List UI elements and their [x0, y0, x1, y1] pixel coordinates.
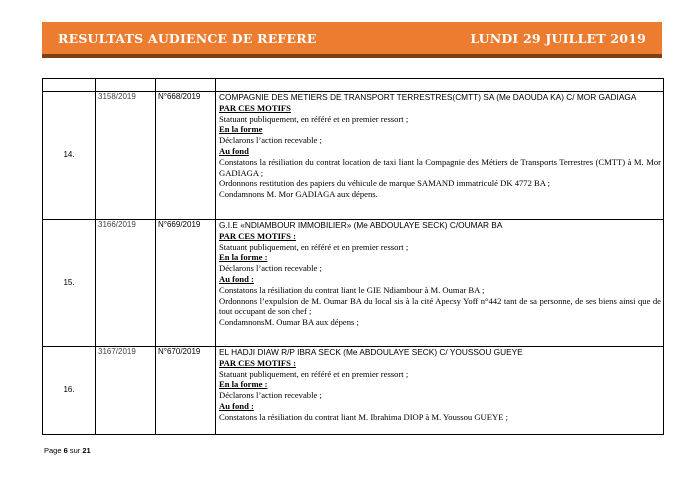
- page-footer: [44, 446, 91, 455]
- case-parties: COMPAGNIE DES METIERS DE TRANSPORT TERRESTRES(CMTT) SA (Me DAOUDA KA) C/ MOR GADIAGA: [219, 92, 637, 102]
- decision-text: [216, 92, 664, 220]
- case-number: 14.: [43, 92, 96, 220]
- decision-text: [216, 347, 664, 435]
- case-reference: 3158/2019: [96, 92, 156, 220]
- case-reference: 3167/2019: [96, 347, 156, 435]
- motifs-text: Statuant publiquement, en référé et en premier ressort ;: [219, 368, 409, 379]
- fond-heading: Au fond: [219, 145, 249, 156]
- fond-text: Constatons la résiliation du contrat location de taxi liant la Compagnie des Métiers de Transports Terrestres (CMTT) à M. Mor GADIAGA ;: [219, 156, 661, 178]
- motifs-text: Statuant publiquement, en référé et en premier ressort ;: [219, 113, 409, 124]
- fond-text: Condamnons M. Mor GADIAGA aux dépens.: [219, 189, 378, 200]
- forme-heading: En la forme: [219, 124, 263, 135]
- footer-prefix: Page: [44, 446, 64, 455]
- table-row: [43, 347, 664, 435]
- order-number: N°670/2019: [156, 347, 216, 435]
- motifs-heading: PAR CES MOTIFS :: [219, 230, 296, 241]
- motifs-heading: PAR CES MOTIFS :: [219, 357, 296, 368]
- fond-text: CondamnonsM. Oumar BA aux dépens ;: [219, 317, 359, 328]
- fond-heading: Au fond :: [219, 400, 254, 411]
- header-banner: [42, 22, 662, 58]
- hearing-date: LUNDI 29 JUILLET 2019: [470, 30, 646, 46]
- fond-heading: Au fond :: [219, 273, 254, 284]
- table-header-row: [43, 79, 664, 92]
- forme-heading: En la forme :: [219, 379, 268, 390]
- fond-text: Ordonnons restitution des papiers du véhicule de marque SAMAND immatriculé DK 4772 BA ;: [219, 178, 551, 189]
- case-reference: 3166/2019: [96, 220, 156, 347]
- fond-text: Ordonnons l’expulsion de M. Oumar BA du local sis à la cité Apecsy Yoff n°442 tant de sa personne, de ses biens ainsi que de tout occupant de son chef ;: [219, 295, 661, 317]
- case-parties: EL HADJI DIAW R/P IBRA SECK (Me ABDOULAYE SECK) C/ YOUSSOU GUEYE: [219, 347, 523, 357]
- order-number: N°669/2019: [156, 220, 216, 347]
- forme-text: Déclarons l’action recevable ;: [219, 135, 322, 146]
- footer-separator: sur: [67, 446, 83, 455]
- table-row: [43, 220, 664, 347]
- motifs-heading: PAR CES MOTIFS: [219, 102, 291, 113]
- total-pages: 21: [82, 446, 91, 455]
- current-page: 6: [63, 446, 68, 455]
- results-table: [42, 78, 664, 435]
- case-parties: G.I.E «NDIAMBOUR IMMOBILIER» (Me ABDOULAYE SECK) C/OUMAR BA: [219, 220, 503, 230]
- fond-text: Constatons la résiliation du contrat liant le GIE Ndiambour à M. Oumar BA ;: [219, 284, 485, 295]
- forme-heading: En la forme :: [219, 252, 268, 263]
- forme-text: Déclarons l’action recevable ;: [219, 390, 322, 401]
- case-number: 15.: [43, 220, 96, 347]
- page-title: RESULTATS AUDIENCE DE REFERE: [58, 30, 317, 46]
- order-number: N°668/2019: [156, 92, 216, 220]
- fond-text: Constatons la résiliation du contrat liant M. Ibrahima DIOP à M. Youssou GUEYE ;: [219, 411, 508, 422]
- decision-text: [216, 220, 664, 347]
- case-number: 16.: [43, 347, 96, 435]
- motifs-text: Statuant publiquement, en référé et en premier ressort ;: [219, 241, 409, 252]
- forme-text: Déclarons l’action recevable ;: [219, 263, 322, 274]
- table-row: [43, 92, 664, 220]
